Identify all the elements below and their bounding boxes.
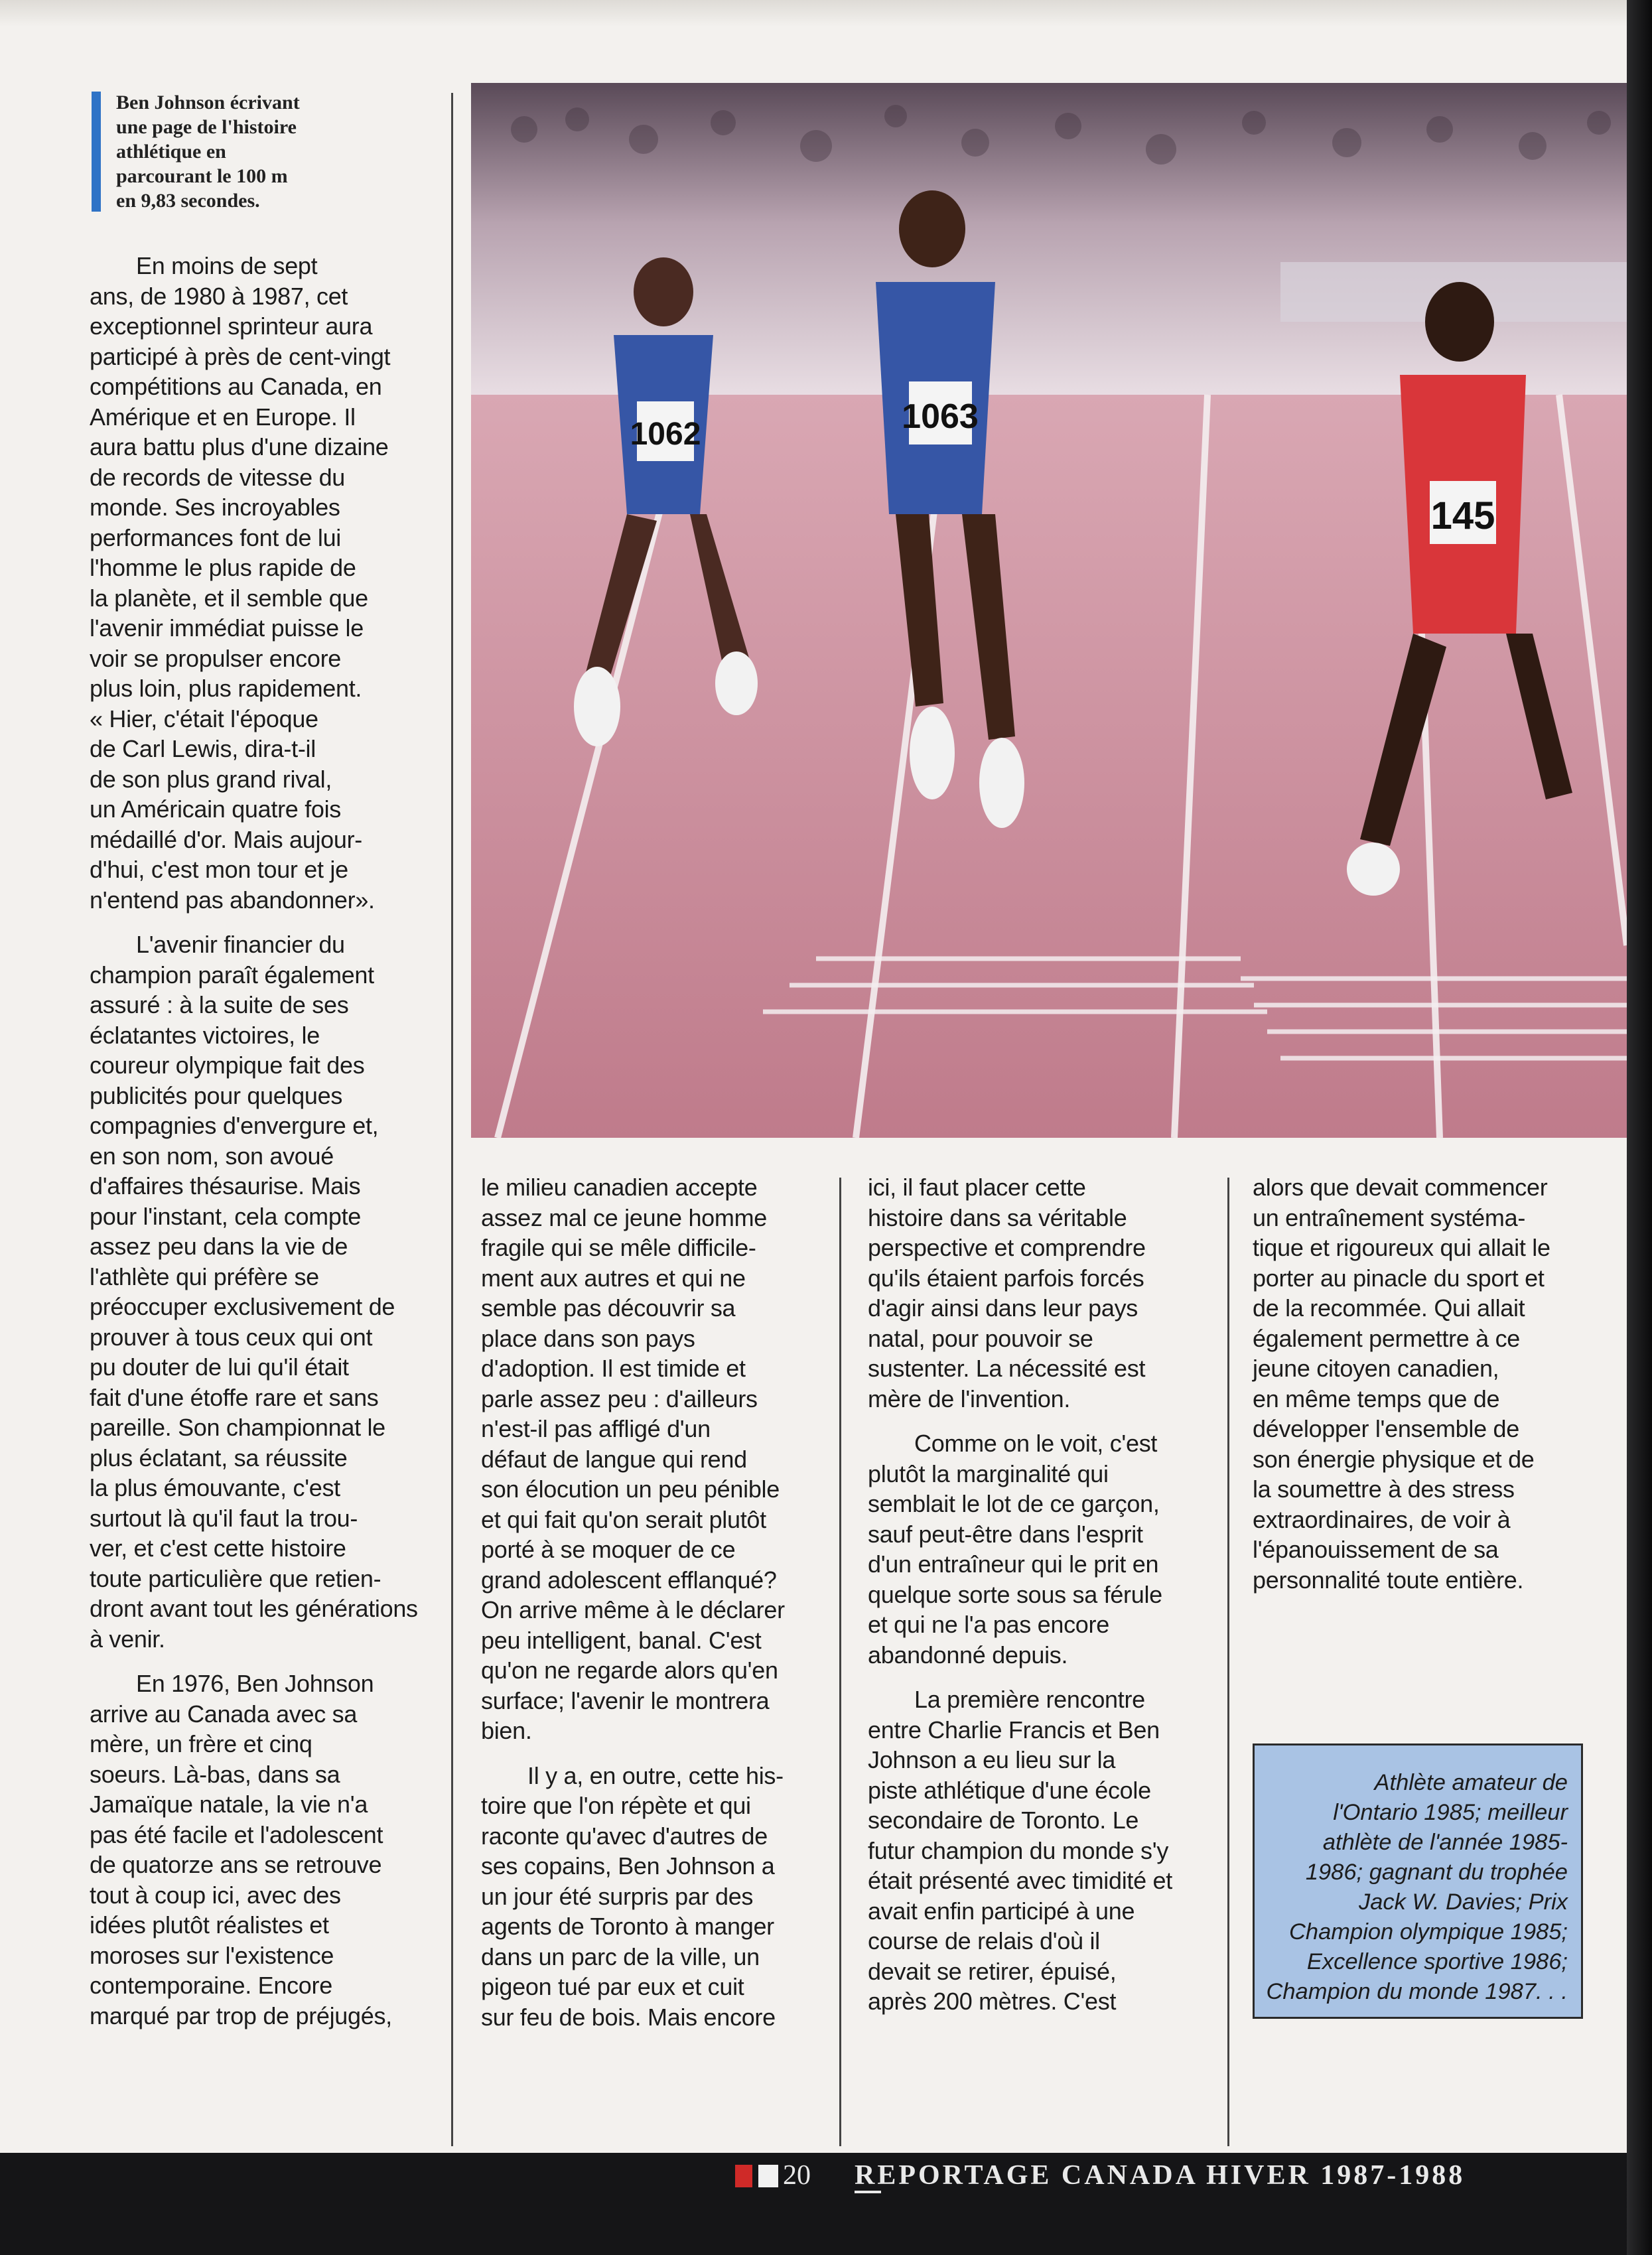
col1-paragraph-1: En moins de sept ans, de 1980 à 1987, cet exceptionnel sprinteur aura participé à près de cent-vingt compétitions au Canada, en Amérique et en Europe. Il aura battu plus d'une dizaine de records de vitesse du monde. Ses incroyables performances font de lui l'homme le plus rapide de la planète, et il semble que l'avenir immédiat puisse le voir se propulser encore plus loin, plus rapidement. « Hier, c'était l'époque de Carl Lewis, dira-t-il de son plus grand rival, un Américain quatre fois médaillé d'or. Mais aujour- d'hui, c'est mon tour et je n'entend pas abandonner».	[90, 252, 391, 914]
runner-center-bib: 1063	[902, 397, 979, 436]
col3-paragraph-2: Comme on le voit, c'est plutôt la marginalité qui semblait le lot de ce garçon, sauf peut-être dans l'esprit d'un entraîneur qui le prit en quelque sorte sous sa férule et qui ne l'a pas encore abandonné depuis.	[868, 1430, 1162, 1669]
article-column-2	[481, 1172, 826, 2047]
col3-paragraph-1: ici, il faut placer cette histoire dans sa véritable perspective et comprendre qu'ils étaient parfois forcés d'agir ainsi dans leur pays natal, pour pouvoir se sustenter. La nécessité est mère de l'invention.	[868, 1174, 1146, 1412]
magazine-title: REPORTAGE CANADA HIVER 1987-1988	[855, 2160, 1466, 2191]
photo-caption: Ben Johnson écrivant une page de l'histoire athlétique en parcourant le 100 m en 9,83 secondes.	[116, 92, 300, 212]
runner-right-bib: 145	[1430, 494, 1495, 537]
footer-red-square	[735, 2165, 752, 2187]
page-top-shadow	[0, 0, 1627, 27]
awards-box	[1253, 1743, 1583, 2019]
col4-paragraph-1: alors que devait commencer un entraînement systéma- tique et rigoureux qui allait le porter au pinacle du sport et de la recommée. Qui allait également permettre à ce jeune citoyen canadien, en même temps que de développer l'ensemble de son énergie physique et de la soumettre à des stress extraordinaires, de voir à l'épanouissement de sa personnalité toute entière.	[1253, 1174, 1550, 1594]
page-binding-edge	[1627, 0, 1652, 2255]
col2-paragraph-2: Il y a, en outre, cette his- toire que l'on répète et qui raconte qu'avec d'autres de ses copains, Ben Johnson a un jour été surpris par des agents de Toronto à manger dans un parc de la ville, un pigeon tué par eux et cuit sur feu de bois. Mais encore	[481, 1761, 784, 2031]
runner-left-bib: 1062	[630, 417, 701, 452]
col2-paragraph-1: le milieu canadien accepte assez mal ce jeune homme fragile qui se mêle difficile- ment aux autres et qui ne semble pas découvrir sa place dans son pays d'adoption. Il est timide et parle assez peu : d'ailleurs n'est-il pas affligé d'un défaut de langue qui rend son élocution un peu pénible et qui fait qu'on serait plutôt porté à se moquer de ce grand adolescent efflanqué? On arrive même à le déclarer peu intelligent, banal. C'est qu'on ne regarde alors qu'en surface; l'avenir le montrera bien.	[481, 1174, 785, 1744]
caption-accent-bar	[92, 92, 101, 212]
column-rule-1	[451, 93, 453, 2146]
article-column-4	[1253, 1172, 1598, 1609]
page-number: 20	[783, 2160, 811, 2191]
col3-paragraph-3: La première rencontre entre Charlie Francis et Ben Johnson a eu lieu sur la piste athlétique d'une école secondaire de Toronto. Le futur champion du monde s'y était présenté avec timidité et avait enfin participé à une course de relais d'où il devait se retirer, épuisé, après 200 mètres. C'est	[868, 1686, 1172, 2015]
article-column-1	[90, 251, 441, 2045]
article-column-3	[868, 1172, 1213, 2031]
footer-white-square	[758, 2165, 778, 2187]
column-rule-2	[839, 1178, 841, 2146]
awards-text: Athlète amateur de l'Ontario 1985; meilleur athlète de l'année 1985- 1986; gagnant du trophée Jack W. Davies; Prix Champion olympique 1985; Excellence sportive 1986; Champion du monde 1987. . .	[1266, 1770, 1568, 2004]
column-rule-3	[1227, 1178, 1229, 2146]
col1-paragraph-2: L'avenir financier du champion paraît également assuré : à la suite de ses éclatantes victoires, le coureur olympique fait des publicités pour quelques compagnies d'envergure et, en son nom, son avoué d'affaires thésaurise. Mais pour l'instant, cela compte assez peu dans la vie de l'athlète qui préfère se préoccuper exclusivement de prouver à tous ceux qui ont pu douter de lui qu'il était fait d'une étoffe rare et sans pareille. Son championnat le plus éclatant, sa réussite la plus émouvante, c'est surtout là qu'il faut la trou- ver, et c'est cette histoire toute particulière que retien- dront avant tout les générations à venir.	[90, 931, 418, 1653]
col1-paragraph-3: En 1976, Ben Johnson arrive au Canada avec sa mère, un frère et cinq soeurs. Là-bas, dans sa Jamaïque natale, la vie n'a pas été facile et l'adolescent de quatorze ans se retrouve tout à coup ici, avec des idées plutôt réalistes et moroses sur l'existence contemporaine. Encore marqué par trop de préjugés,	[90, 1670, 392, 2029]
sprinters-photo	[471, 83, 1627, 1138]
sprinters-illustration	[471, 83, 1627, 1138]
